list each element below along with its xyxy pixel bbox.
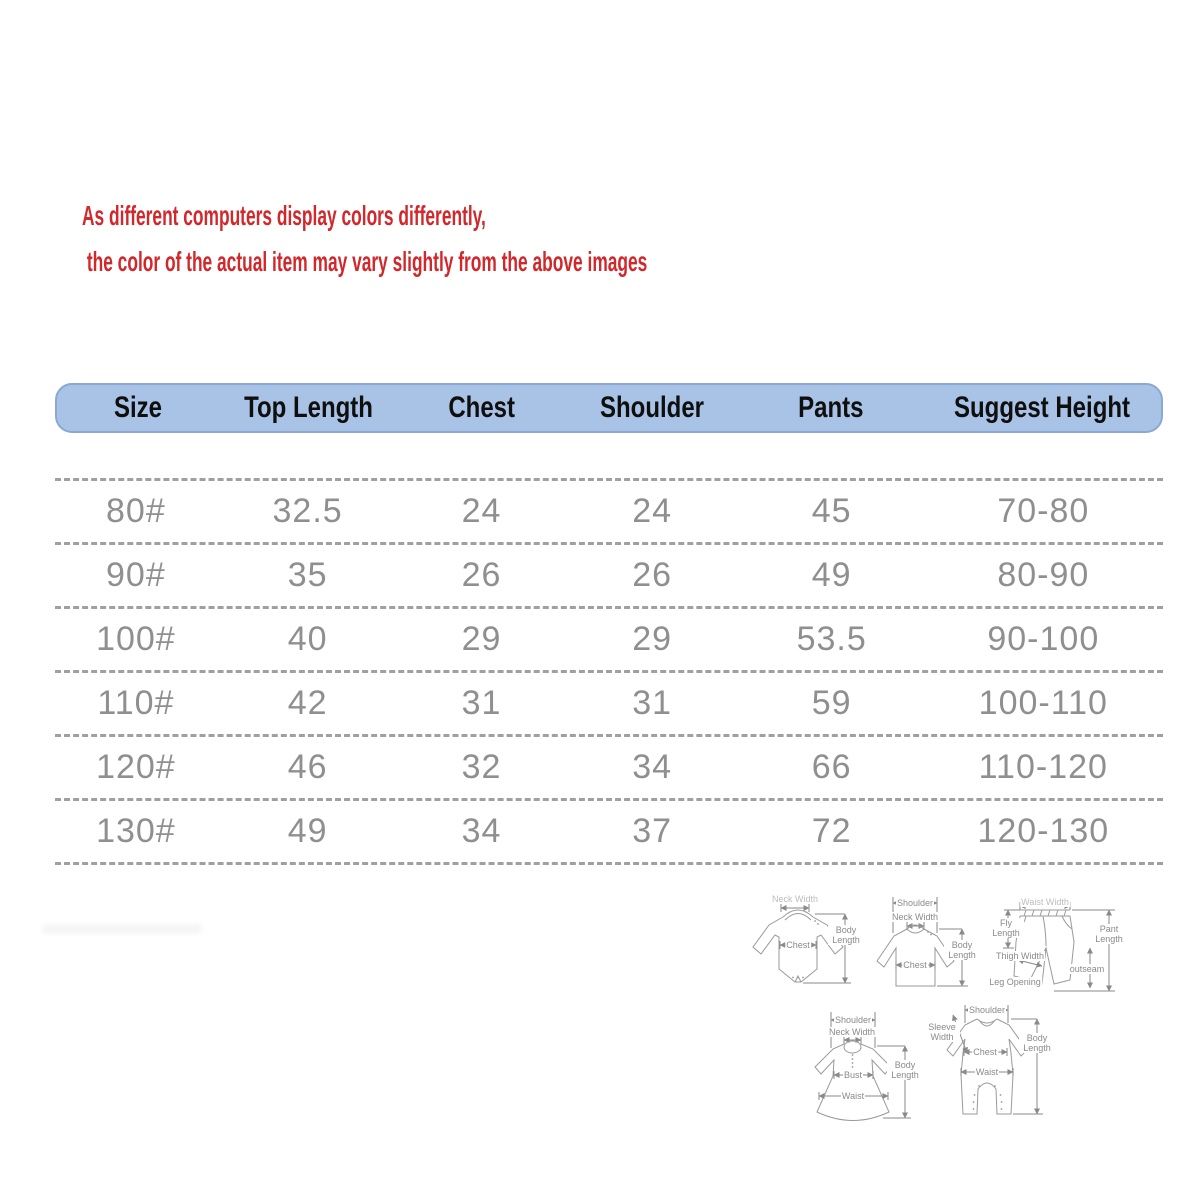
- table-cell: 49: [287, 812, 328, 850]
- column-header-pants: Pants: [798, 391, 864, 424]
- pants-thigh-width-label: Thigh Width: [995, 951, 1045, 961]
- dress-bust-label: Bust: [843, 1070, 863, 1080]
- table-row: [55, 673, 1163, 737]
- table-row: [55, 481, 1163, 545]
- color-disclaimer: [82, 193, 994, 285]
- dress-neck-width-label: Neck Width: [828, 1027, 876, 1037]
- table-cell: 80-90: [997, 556, 1090, 594]
- pants-leg-opening-label: Leg Opening: [989, 977, 1041, 987]
- shirt-body-length-label: Body Length: [944, 940, 980, 960]
- column-header-shoulder: Shoulder: [600, 391, 705, 424]
- dress-measurement-diagram: [803, 1008, 943, 1133]
- shirt-measurement-diagram: [867, 893, 987, 998]
- faint-watermark: [42, 924, 202, 934]
- onesie-neck-width-label: Neck Width: [771, 894, 819, 904]
- column-header-top-length: Top Length: [244, 391, 374, 424]
- table-cell: 66: [811, 748, 852, 786]
- table-cell: 59: [811, 684, 852, 722]
- table-cell: 45: [811, 492, 852, 530]
- table-row: [55, 609, 1163, 673]
- table-row: [55, 545, 1163, 609]
- table-cell: 53.5: [796, 620, 867, 658]
- romper-body-length-label: Body Length: [1019, 1033, 1055, 1053]
- dress-shoulder-label: Shoulder: [834, 1015, 872, 1025]
- pants-fly-length-label: Fly Length: [988, 918, 1024, 938]
- table-cell: 42: [287, 684, 328, 722]
- table-cell: 26: [632, 556, 673, 594]
- table-cell: 130#: [96, 812, 176, 850]
- measurement-diagrams: [745, 893, 1135, 1148]
- table-cell: 90-100: [987, 620, 1100, 658]
- pants-pant-length-label: Pant Length: [1091, 924, 1127, 944]
- romper-measurement-diagram: [927, 1003, 1062, 1138]
- pants-outseam-label: outseam: [1069, 964, 1105, 974]
- table-cell: 29: [461, 620, 502, 658]
- column-header-suggest-height: Suggest Height: [953, 391, 1130, 424]
- shirt-chest-label: Chest: [903, 960, 927, 970]
- table-cell: 120-130: [977, 812, 1110, 850]
- table-cell: 49: [811, 556, 852, 594]
- table-cell: 29: [632, 620, 673, 658]
- table-cell: 34: [632, 748, 673, 786]
- table-cell: 100#: [96, 620, 176, 658]
- column-header-size: Size: [113, 391, 162, 424]
- table-cell: 72: [811, 812, 852, 850]
- table-cell: 24: [632, 492, 673, 530]
- disclaimer-line-1: As different computers display colors differently,: [82, 200, 486, 231]
- table-cell: 70-80: [997, 492, 1090, 530]
- onesie-body-length-label: Body Length: [828, 925, 864, 945]
- table-row: [55, 801, 1163, 865]
- size-table: [55, 383, 1163, 865]
- shirt-shoulder-label: Shoulder: [896, 898, 934, 908]
- size-table-header: [55, 383, 1163, 433]
- pants-measurement-diagram: [990, 896, 1130, 1001]
- table-cell: 110#: [97, 684, 175, 722]
- table-cell: 32: [461, 748, 502, 786]
- table-cell: 31: [461, 684, 502, 722]
- romper-waist-label: Waist: [975, 1067, 999, 1077]
- romper-sleeve-width-label: Sleeve Width: [924, 1022, 960, 1042]
- column-header-chest: Chest: [448, 391, 516, 424]
- pants-waist-width-label: Waist Width: [1021, 897, 1069, 907]
- table-cell: 90#: [106, 556, 166, 594]
- table-cell: 120#: [96, 748, 176, 786]
- table-cell: 46: [287, 748, 328, 786]
- romper-chest-label: Chest: [973, 1047, 997, 1057]
- table-cell: 24: [461, 492, 502, 530]
- table-cell: 32.5: [272, 492, 343, 530]
- onesie-chest-label: Chest: [786, 940, 810, 950]
- table-row: [55, 737, 1163, 801]
- table-cell: 26: [461, 556, 502, 594]
- table-cell: 80#: [106, 492, 166, 530]
- table-cell: 40: [287, 620, 328, 658]
- table-cell: 37: [632, 812, 673, 850]
- disclaimer-line-2: the color of the actual item may vary slightly from the above images: [82, 246, 648, 277]
- romper-shoulder-label: Shoulder: [968, 1005, 1006, 1015]
- onesie-measurement-diagram: [745, 893, 865, 993]
- dress-body-length-label: Body Length: [887, 1060, 923, 1080]
- table-cell: 35: [287, 556, 328, 594]
- table-cell: 34: [461, 812, 502, 850]
- dress-waist-label: Waist: [841, 1091, 865, 1101]
- table-cell: 100-110: [978, 684, 1108, 722]
- shirt-neck-width-label: Neck Width: [891, 912, 939, 922]
- table-cell: 31: [632, 684, 673, 722]
- size-table-body: [55, 478, 1163, 865]
- table-cell: 110-120: [978, 748, 1108, 786]
